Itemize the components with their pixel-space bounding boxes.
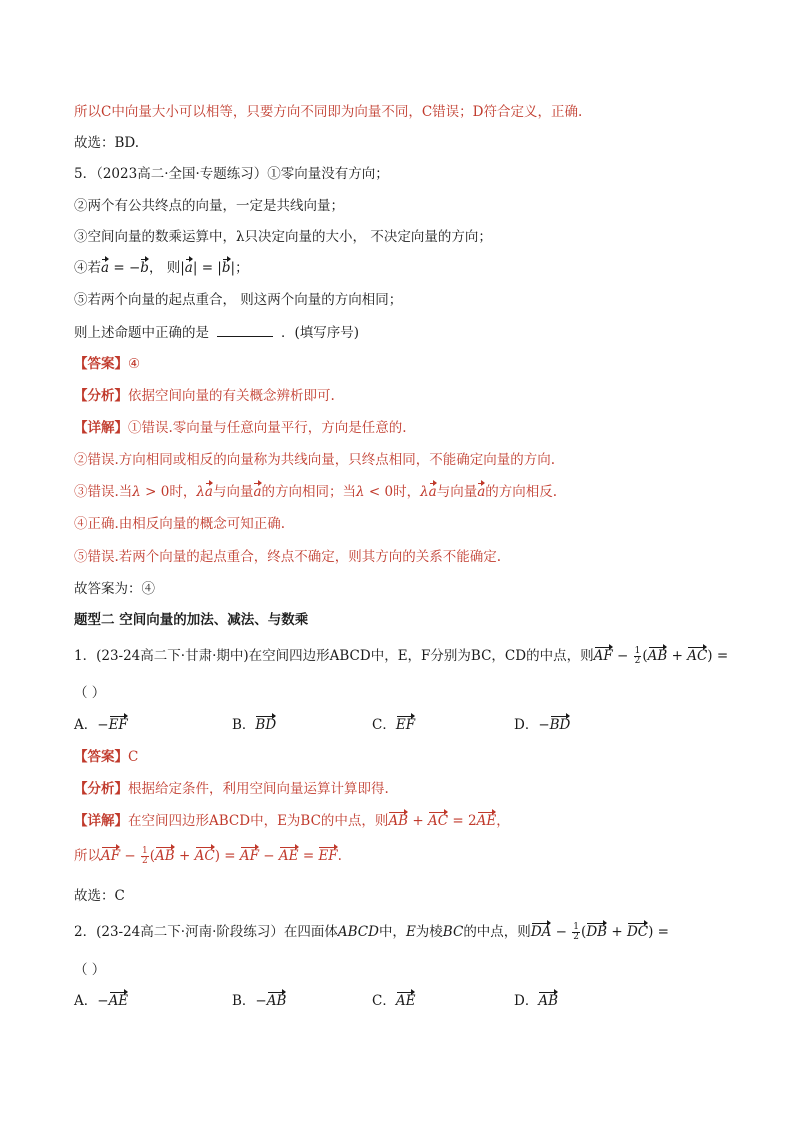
q2-option-b[interactable]: B．−AB [232, 993, 287, 1009]
q1-paren: （ ） [74, 685, 106, 701]
q1-answer: 【答案】C [74, 749, 139, 765]
q1-option-d[interactable]: D．−BD [514, 717, 571, 733]
q5-analysis: 【分析】依据空间向量的有关概念辨析即可. [74, 388, 335, 404]
q5-question: 则上述命题中正确的是 ．(填写序号) [74, 322, 734, 343]
q5-stem: 5．（2023高二·全国·专题练习）①零向量没有方向； [74, 166, 389, 182]
q1-option-a[interactable]: A．−EF [74, 717, 128, 733]
paragraph-conclusion: 所以C中向量大小可以相等，只要方向不同即为向量不同，C错误；D符合定义，正确. [74, 104, 583, 120]
q5-statement-5: ⑤若两个向量的起点重合， 则这两个向量的方向相同； [74, 292, 403, 308]
q2-option-d[interactable]: D．AB [514, 993, 558, 1009]
section-title: 题型二 空间向量的加法、减法、与数乘 [74, 612, 309, 628]
q5-answer: 【答案】④ [74, 356, 141, 372]
q2-option-a[interactable]: A．−AE [74, 993, 129, 1009]
answer-blank [217, 322, 273, 337]
q5-detail-5: ⑤错误.若两个向量的起点重合，终点不确定，则其方向的关系不能确定. [74, 549, 502, 565]
q1-detail: 【详解】在空间四边形ABCD中，E为BC的中点，则AB + AC = 2AE， [74, 813, 510, 829]
q5-detail-4: ④正确.由相反向量的概念可知正确. [74, 516, 286, 532]
q1-analysis: 【分析】根据给定条件，利用空间向量运算计算即得. [74, 781, 389, 797]
q1-final: 故选：C [74, 888, 125, 904]
q1-stem: 1．(23-24高二下·甘肃·期中)在空间四边形ABCD中，E，F分别为BC，CD的中点，则AF − $\frac{1}{2}$ (AB + AC) = [74, 646, 729, 666]
q5-detail-1: 【详解】①错误.零向量与任意向量平行，方向是任意的. [74, 420, 407, 436]
q2-paren: （ ） [74, 962, 106, 978]
q5-detail-2: ②错误.方向相同或相反的向量称为共线向量，只终点相同，不能确定向量的方向. [74, 452, 556, 468]
q1-detail-2: 所以AF − $\frac{1}{2}$ (AB + AC) = AF − AE = EF. [74, 846, 342, 866]
q5-final: 故答案为：④ [74, 581, 155, 597]
paragraph-choice: 故选：BD. [74, 135, 140, 151]
q2-option-c[interactable]: C．AE [372, 993, 416, 1009]
q2-stem: 2．(23-24高二下·河南·阶段练习）在四面体ABCD中，E为棱BC的中点，则DA − $\frac{1}{2}$ (DB + DC) = [74, 922, 669, 942]
q5-detail-3: ③错误.当λ > 0时，λa与向量a的方向相同；当λ < 0时，λa与向量a的方向相反. [74, 484, 558, 500]
q5-statement-4: ④若a = −b， 则|a| = |b|； [74, 260, 249, 276]
q5-statement-2: ②两个有公共终点的向量，一定是共线向量； [74, 198, 344, 214]
q5-statement-3: ③空间向量的数乘运算中，λ只决定向量的大小， 不决定向量的方向； [74, 229, 492, 245]
q1-option-c[interactable]: C．EF [372, 717, 416, 733]
q1-option-b[interactable]: B．BD [232, 717, 277, 733]
